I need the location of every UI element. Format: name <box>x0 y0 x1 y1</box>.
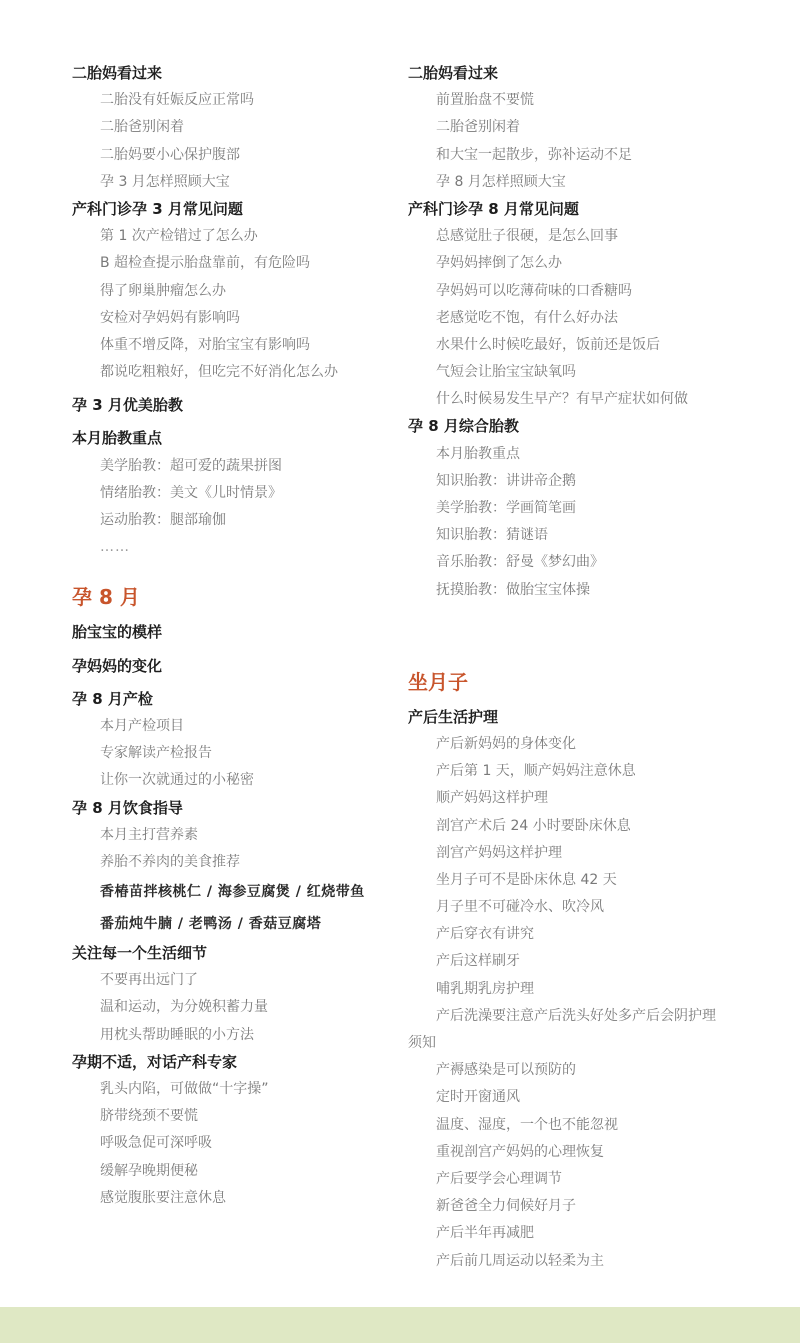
toc-item: 本月胎教重点 <box>436 445 520 462</box>
toc-item: 剖宫产妈妈这样护理 <box>436 844 562 861</box>
heading-diet-month8: 孕 8 月饮食指导 <box>72 798 183 817</box>
toc-item: 知识胎教：讲讲帝企鹅 <box>436 472 576 489</box>
left-column <box>72 60 402 1212</box>
toc-item: 坐月子可不是卧床休息 42 天 <box>436 871 617 888</box>
toc-item: 运动胎教：腿部瑜伽 <box>100 512 226 528</box>
toc-item: 本月主打营养素 <box>100 826 198 843</box>
toc-item: 剖宫产术后 24 小时要卧床休息 <box>436 817 631 834</box>
toc-item: 都说吃粗粮好，但吃完不好消化怎么办 <box>100 364 338 381</box>
toc-item: 孕妈妈可以吃薄荷味的口香糖吗 <box>436 282 632 299</box>
heading-second-child-mom: 二胎妈看过来 <box>408 64 499 82</box>
toc-item: 顺产妈妈这样护理 <box>436 790 548 807</box>
toc-item: 定时开窗通风 <box>436 1089 520 1106</box>
toc-item: 让你一次就通过的小秘密 <box>100 772 254 789</box>
toc-item: 和大宝一起散步，弥补运动不足 <box>436 146 632 163</box>
heading-prenatal-ed-month8: 孕 8 月综合胎教 <box>408 417 519 436</box>
toc-item: 美学胎教：超可爱的蔬果拼图 <box>100 457 282 474</box>
toc-item: 感觉腹胀要注意休息 <box>100 1189 226 1206</box>
toc-item: 情绪胎教：美文《儿时情景》 <box>100 484 282 501</box>
toc-item: 产后穿衣有讲究 <box>436 926 534 943</box>
toc-item: 二胎爸别闲着 <box>436 119 520 136</box>
toc-item: 乳头内陷，可做做“十字操” <box>100 1081 269 1097</box>
toc-item: 月子里不可碰冷水、吹冷风 <box>436 899 604 916</box>
toc-item: 不要再出远门了 <box>100 972 198 989</box>
heading-checkup-month8: 孕 8 月产检 <box>72 689 153 708</box>
toc-item: 本月产检项目 <box>100 717 184 734</box>
toc-item: 缓解孕晚期便秘 <box>100 1162 198 1179</box>
heading-mom-changes: 孕妈妈的变化 <box>72 656 163 675</box>
toc-item: 得了卵巢肿瘤怎么办 <box>100 282 226 299</box>
toc-item: 二胎没有妊娠反应正常吗 <box>100 92 254 109</box>
toc-item: 专家解读产检报告 <box>100 745 212 762</box>
heading-second-child-mom: 二胎妈看过来 <box>72 64 163 82</box>
toc-item: 产后前几周运动以轻柔为主 <box>436 1252 604 1269</box>
recipe-list: 香椿苗拌核桃仁 / 海参豆腐煲 / 红烧带鱼 <box>100 884 365 901</box>
toc-item: 音乐胎教：舒曼《梦幻曲》 <box>436 554 604 571</box>
toc-item-wrapped-continuation: 须知 <box>408 1035 436 1051</box>
toc-item: 呼吸急促可深呼吸 <box>100 1135 212 1152</box>
ellipsis: …… <box>100 539 130 556</box>
toc-item: 脐带绕颈不要慌 <box>100 1108 198 1125</box>
heading-clinic-month3: 产科门诊孕 3 月常见问题 <box>72 199 243 218</box>
toc-item: 养胎不养肉的美食推荐 <box>100 853 240 870</box>
heading-prenatal-ed-month3: 孕 3 月优美胎教 <box>72 396 183 415</box>
toc-item-wrapped: 产后洗澡要注意产后洗头好处多产后会阴护理 <box>436 1007 716 1024</box>
toc-item: 哺乳期乳房护理 <box>436 980 534 997</box>
toc-item: 孕妈妈摔倒了怎么办 <box>436 255 562 272</box>
section-title-month8: 孕 8 月 <box>72 585 140 610</box>
right-column <box>408 60 788 1275</box>
recipe-list: 番茄炖牛腩 / 老鸭汤 / 香菇豆腐塔 <box>100 916 322 933</box>
toc-item: 产后半年再减肥 <box>436 1225 534 1242</box>
heading-prenatal-focus: 本月胎教重点 <box>72 429 163 448</box>
bottom-decorative-band <box>0 1307 800 1343</box>
toc-item: 重视剖宫产妈妈的心理恢复 <box>436 1143 604 1160</box>
toc-item: 二胎爸别闲着 <box>100 119 184 136</box>
heading-life-details: 关注每一个生活细节 <box>72 944 208 963</box>
toc-item: 二胎妈要小心保护腹部 <box>100 146 240 163</box>
toc-item: B 超检查提示胎盘靠前，有危险吗 <box>100 255 311 272</box>
toc-item: 什么时候易发生早产？有早产症状如何做 <box>436 391 688 408</box>
toc-item: 产后要学会心理调节 <box>436 1170 562 1187</box>
toc-item: 温和运动，为分娩积蓄力量 <box>100 999 268 1016</box>
heading-clinic-month8: 产科门诊孕 8 月常见问题 <box>408 199 579 218</box>
toc-item: 知识胎教：猜谜语 <box>436 527 548 544</box>
toc-item: 美学胎教：学画简笔画 <box>436 500 576 516</box>
toc-item: 产褥感染是可以预防的 <box>436 1062 576 1079</box>
toc-item: 孕 3 月怎样照顾大宝 <box>100 173 230 190</box>
toc-item: 产后新妈妈的身体变化 <box>436 735 576 752</box>
toc-item: 安检对孕妈妈有影响吗 <box>100 309 240 326</box>
toc-item: 水果什么时候吃最好，饭前还是饭后 <box>436 336 660 353</box>
section-title-confinement: 坐月子 <box>408 669 468 694</box>
toc-item: 孕 8 月怎样照顾大宝 <box>436 173 566 190</box>
toc-item: 温度、湿度，一个也不能忽视 <box>436 1116 618 1133</box>
toc-item: 新爸爸全力伺候好月子 <box>436 1198 576 1215</box>
toc-item: 老感觉吃不饱，有什么好办法 <box>436 309 618 326</box>
heading-postpartum-care: 产后生活护理 <box>408 707 499 726</box>
toc-item: 前置胎盘不要慌 <box>436 92 534 109</box>
toc-item: 总感觉肚子很硬，是怎么回事 <box>436 228 618 245</box>
heading-baby-appearance: 胎宝宝的模样 <box>72 623 163 642</box>
toc-item: 产后这样刷牙 <box>436 953 520 970</box>
toc-item: 气短会让胎宝宝缺氧吗 <box>436 364 576 381</box>
toc-item: 产后第 1 天，顺产妈妈注意休息 <box>436 763 636 780</box>
heading-discomfort-experts: 孕期不适，对话产科专家 <box>72 1052 238 1071</box>
toc-item: 第 1 次产检错过了怎么办 <box>100 228 258 245</box>
toc-item: 抚摸胎教：做胎宝宝体操 <box>436 581 590 598</box>
toc-item: 体重不增反降，对胎宝宝有影响吗 <box>100 336 310 353</box>
toc-item: 用枕头帮助睡眠的小方法 <box>100 1026 254 1043</box>
